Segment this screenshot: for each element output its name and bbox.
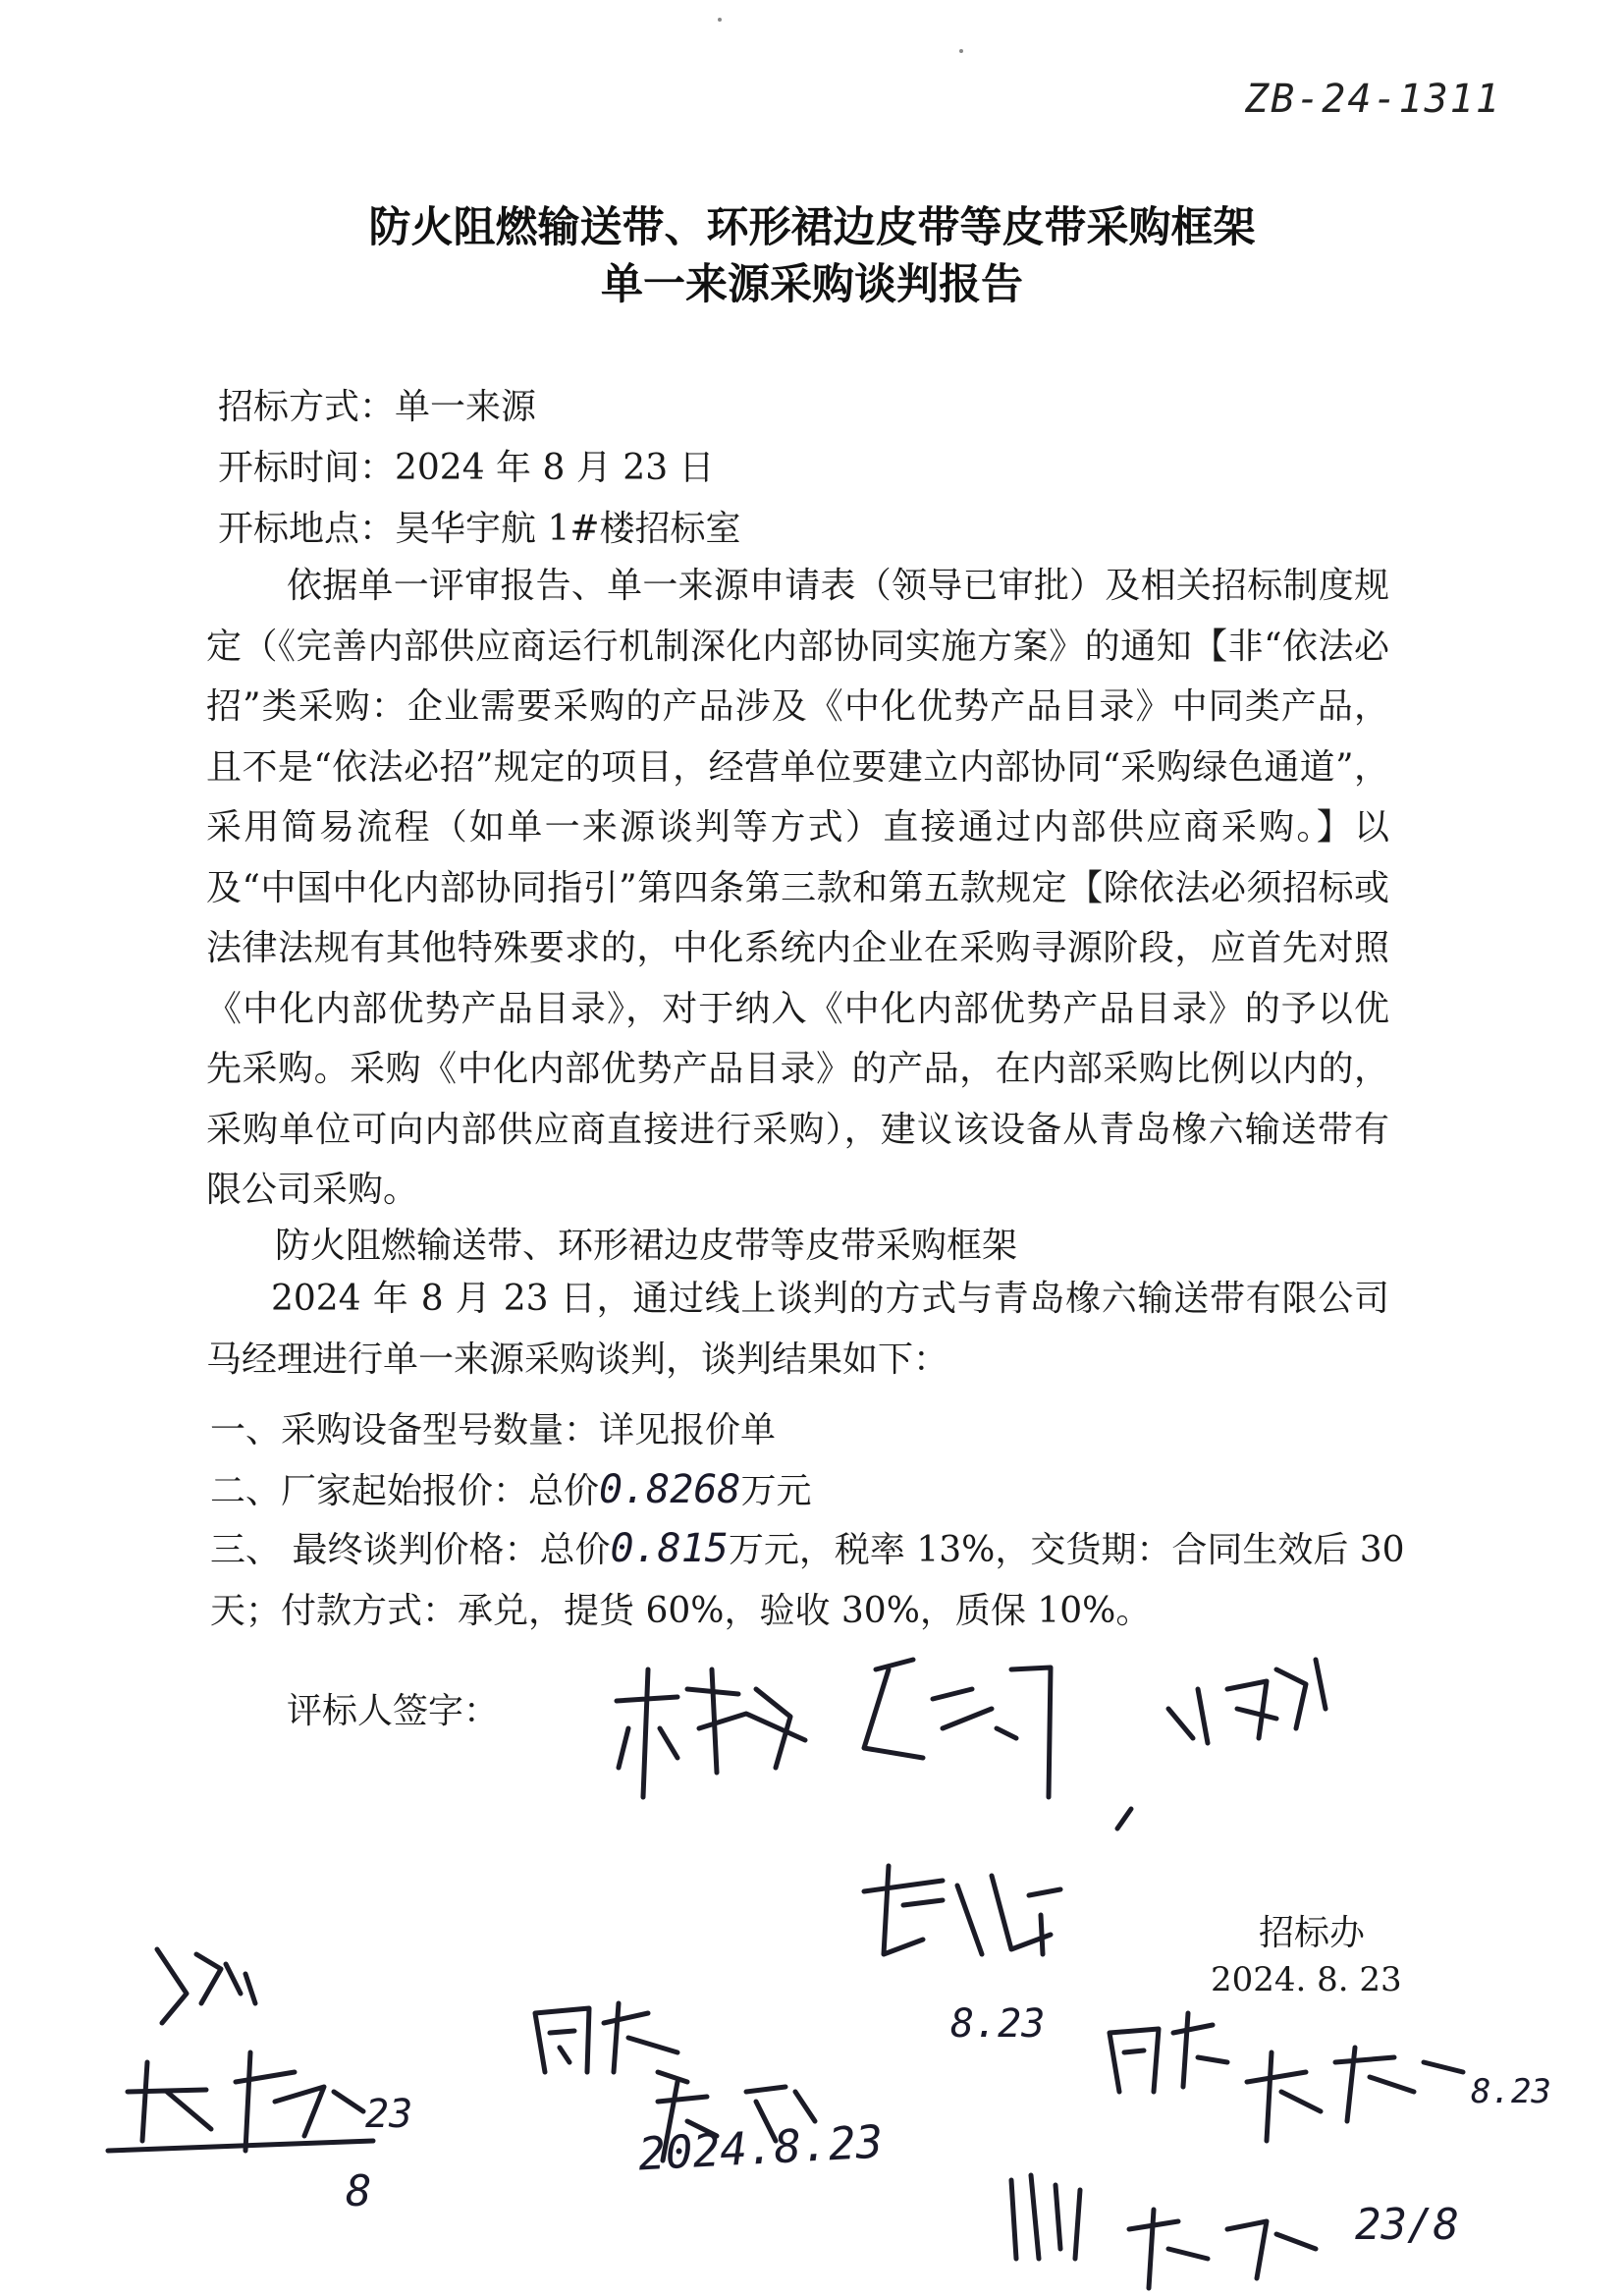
result-item-2-label: 二、厂家起始报价：总价 [210, 1471, 600, 1511]
bidding-method: 招标方式：单一来源 [218, 387, 537, 427]
scan-speck [959, 49, 963, 53]
document-title-line1: 防火阻燃输送带、环形裙边皮带等皮带采购框架 [368, 203, 1256, 252]
opening-place: 开标地点：昊华宇航 1#楼招标室 [218, 509, 741, 549]
signature-evaluator-3 [1168, 1660, 1326, 1743]
scan-speck [718, 18, 722, 22]
opening-time: 开标时间：2024 年 8 月 23 日 [218, 448, 715, 488]
signature-evaluator-1 [617, 1669, 805, 1797]
evaluator-signature-label: 评标人签字： [287, 1691, 500, 1731]
document-title-line2: 单一来源采购谈判报告 [601, 260, 1023, 309]
signature-evaluator-2 [864, 1660, 1051, 1797]
result-item-2-unit: 万元 [740, 1471, 812, 1511]
document-number: ZB-24-1311 [1245, 77, 1501, 122]
initial-price-handwritten: 0.8268 [599, 1467, 741, 1512]
result-item-2 [210, 1463, 812, 1513]
signature-bottom-1 [1011, 2175, 1316, 2288]
handwritten-date: 8 [346, 2166, 372, 2216]
basis-paragraph: 依据单一评审报告、单一来源申请表（领导已审批）及相关招标制度规定（《完善内部供应商运行机制深化内部协同实施方案》的通知【非“依法必招”类采购：企业需要采购的产品涉及《中化优势产品目录》中同类产品，且不是“依法必招”规定的项目，经营单位要建立内部协同“采购绿色通道”，采用简易流程（如单一来源谈判等方式）直接通过内部供应商采购。】以及“中国中化内部协同指引”第四条第三款和第五款规定【除依法必须招标或法律法规有其他特殊要求的，中化系统内企业在采购寻源阶段，应首先对照《中化内部优势产品目录》，对于纳入《中化内部优势产品目录》的予以优先采购。采购《中化内部优势产品目录》的产品，在内部采购比例以内的，采购单位可向内部供应商直接进行采购），建议该设备从青岛橡六输送带有限公司采购。 [206, 566, 1389, 1210]
signature-approver-1 [864, 1866, 1060, 1954]
issue-date: 2024. 8. 23 [1211, 1960, 1402, 1999]
signature-left-1 [157, 1949, 255, 2023]
result-item-3-label: 三、 最终谈判价格：总价 [210, 1530, 611, 1570]
signature-right-2 [1247, 2048, 1463, 2141]
result-item-1: 一、采购设备型号数量：详见报价单 [210, 1410, 777, 1450]
result-item-3-payment: 天；付款方式：承兑，提货 60%，验收 30%，质保 10%。 [210, 1591, 1152, 1631]
handwritten-date: 2024.8.23 [636, 2114, 885, 2181]
signature-right-1 [1110, 2013, 1227, 2092]
result-item-3-terms: 万元，税率 13%，交货期：合同生效后 30 [728, 1530, 1405, 1570]
handwritten-date: 23 [365, 2092, 413, 2137]
handwritten-date: 23/8 [1355, 2200, 1459, 2250]
signature-left-2 [128, 2052, 363, 2151]
handwritten-date: 8.23 [1471, 2072, 1551, 2111]
signature-middle-1 [535, 2003, 687, 2082]
handwritten-date: 8.23 [950, 2001, 1046, 2047]
project-name: 防火阻燃输送带、环形裙边皮带等皮带采购框架 [275, 1226, 1018, 1266]
final-price-handwritten: 0.815 [610, 1526, 729, 1571]
result-item-3 [210, 1522, 1405, 1572]
negotiation-paragraph: 2024 年 8 月 23 日，通过线上谈判的方式与青岛橡六输送带有限公司马经理进行单一来源采购谈判，谈判结果如下： [206, 1279, 1389, 1380]
issuing-office: 招标办 [1259, 1913, 1366, 1953]
